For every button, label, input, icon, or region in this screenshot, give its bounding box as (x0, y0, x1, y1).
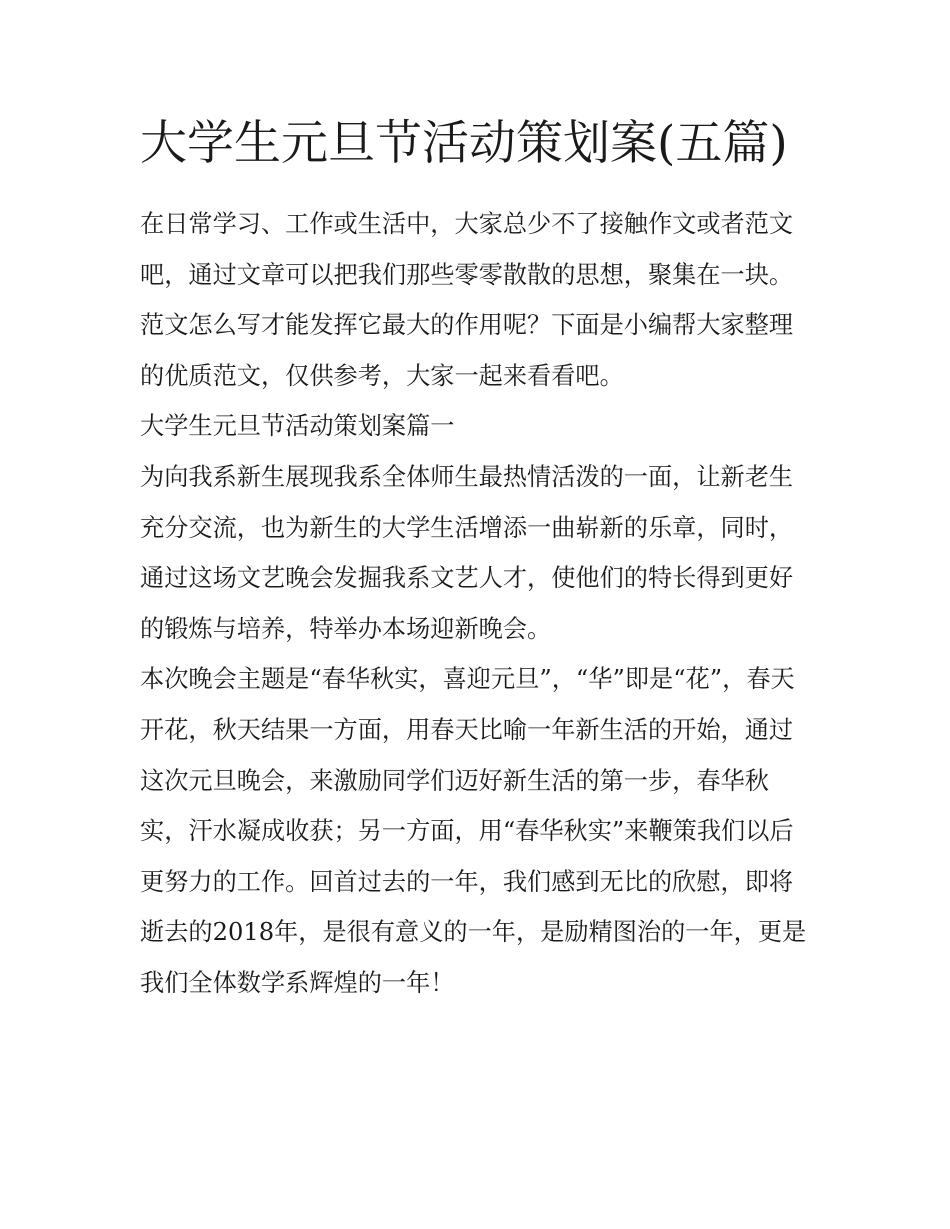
section-heading: 大学生元旦节活动策划案篇一 (140, 412, 455, 441)
intro-paragraph: 在日常学习、工作或生活中，大家总少不了接触作文或者范文吧，通过文章可以把我们那些零零散散的思想，聚集在一块。范文怎么写才能发挥它最大的作用呢？下面是小编帮大家整理的优质范文，仅供参考，大家一起来看看吧。 (140, 210, 794, 390)
document-title: 大学生元旦节活动策划案(五篇) (140, 116, 788, 171)
document-body (140, 199, 816, 1009)
body-paragraph: 为向我系新生展现我系全体师生最热情活泼的一面，让新老生充分交流，也为新生的大学生活增添一曲崭新的乐章，同时，通过这场文艺晚会发掘我系文艺人才，使他们的特长得到更好的锻炼与培养，特举办本场迎新晚会。 (140, 462, 794, 643)
document-content (140, 112, 816, 1009)
body-paragraph: 本次晚会主题是“春华秋实，喜迎元旦”，“华”即是“花”，春天开花，秋天结果一方面，用春天比喻一年新生活的开始，通过这次元旦晚会，来激励同学们迈好新生活的第一步，春华秋实，汗水凝成收获；另一方面，用“春华秋实”来鞭策我们以后更努力的工作。回首过去的一年，我们感到无比的欣慰，即将逝去的2018年，是很有意义的一年，是励精图治的一年，更是我们全体数学系辉煌的一年！ (140, 665, 807, 997)
